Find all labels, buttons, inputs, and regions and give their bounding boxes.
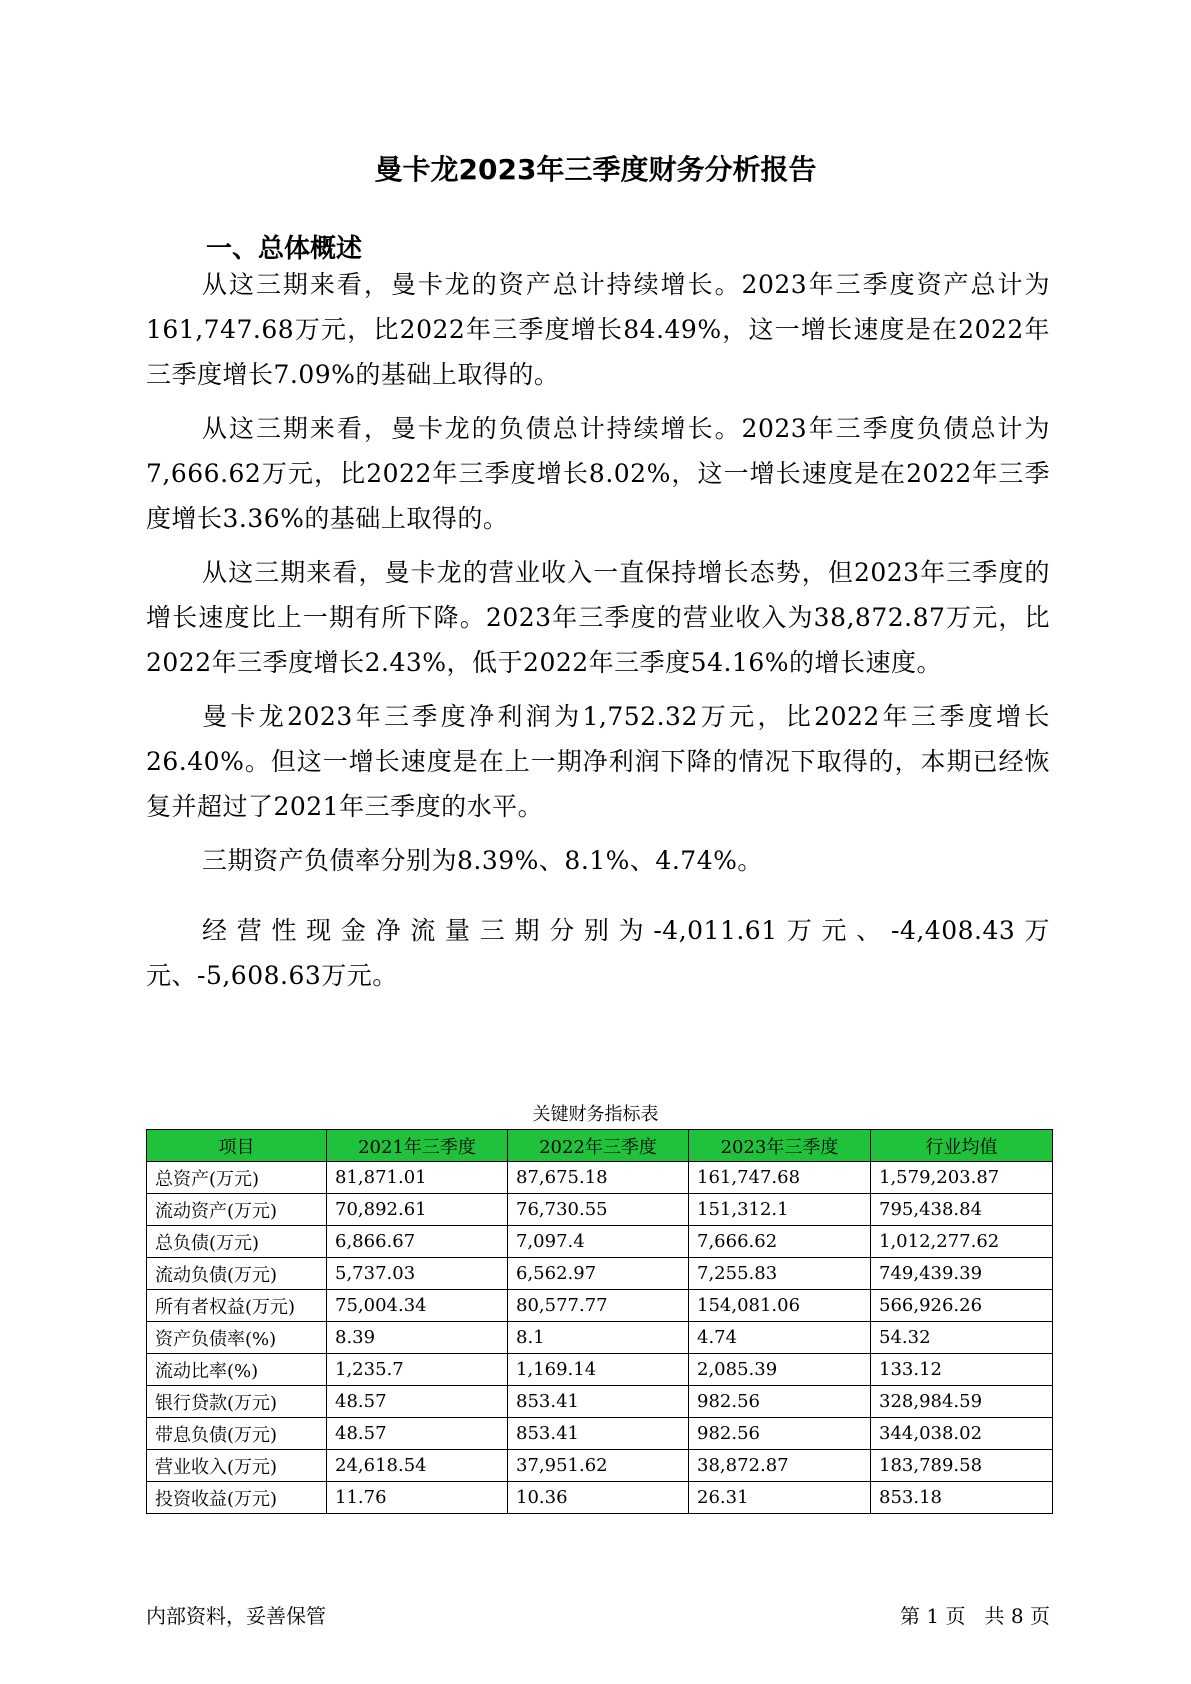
value-cell: 7,666.62 bbox=[689, 1226, 871, 1258]
page-title: 曼卡龙2023年三季度财务分析报告 bbox=[374, 153, 817, 186]
paragraph-liabilities: 从这三期来看，曼卡龙的负债总计持续增长。2023年三季度负债总计为7,666.62万元，比2022年三季度增长8.02%，这一增长速度是在2022年三季度增长3.36%的基础上取得的。 bbox=[146, 414, 1050, 533]
paragraph-assets: 从这三期来看，曼卡龙的资产总计持续增长。2023年三季度资产总计为161,747.68万元，比2022年三季度增长84.49%，这一增长速度是在2022年三季度增长7.09%的基础上取得的。 bbox=[146, 270, 1050, 389]
table-row bbox=[147, 1290, 1053, 1322]
value-cell: 7,255.83 bbox=[689, 1258, 871, 1290]
footer-confidential-note: 内部资料，妥善保管 bbox=[146, 1604, 326, 1628]
value-cell: 4.74 bbox=[689, 1322, 871, 1354]
table-header-row bbox=[147, 1130, 1053, 1162]
table-row bbox=[147, 1386, 1053, 1418]
value-cell: 982.56 bbox=[689, 1418, 871, 1450]
row-label-cell: 银行贷款(万元) bbox=[147, 1386, 327, 1418]
row-label-cell: 所有者权益(万元) bbox=[147, 1290, 327, 1322]
column-header: 2022年三季度 bbox=[508, 1130, 689, 1162]
row-label-cell: 带息负债(万元) bbox=[147, 1418, 327, 1450]
value-cell: 54.32 bbox=[871, 1322, 1053, 1354]
value-cell: 8.1 bbox=[508, 1322, 689, 1354]
value-cell: 8.39 bbox=[327, 1322, 508, 1354]
value-cell: 6,866.67 bbox=[327, 1226, 508, 1258]
column-header: 2021年三季度 bbox=[327, 1130, 508, 1162]
paragraph-debt-ratio: 三期资产负债率分别为8.39%、8.1%、4.74%。 bbox=[202, 846, 763, 875]
value-cell: 2,085.39 bbox=[689, 1354, 871, 1386]
value-cell: 151,312.1 bbox=[689, 1194, 871, 1226]
value-cell: 344,038.02 bbox=[871, 1418, 1053, 1450]
value-cell: 749,439.39 bbox=[871, 1258, 1053, 1290]
row-label-cell: 流动负债(万元) bbox=[147, 1258, 327, 1290]
value-cell: 853.41 bbox=[508, 1386, 689, 1418]
value-cell: 795,438.84 bbox=[871, 1194, 1053, 1226]
value-cell: 328,984.59 bbox=[871, 1386, 1053, 1418]
table-row bbox=[147, 1194, 1053, 1226]
row-label-cell: 流动资产(万元) bbox=[147, 1194, 327, 1226]
value-cell: 1,169.14 bbox=[508, 1354, 689, 1386]
value-cell: 87,675.18 bbox=[508, 1162, 689, 1194]
value-cell: 1,012,277.62 bbox=[871, 1226, 1053, 1258]
value-cell: 133.12 bbox=[871, 1354, 1053, 1386]
value-cell: 982.56 bbox=[689, 1386, 871, 1418]
value-cell: 24,618.54 bbox=[327, 1450, 508, 1482]
value-cell: 566,926.26 bbox=[871, 1290, 1053, 1322]
value-cell: 48.57 bbox=[327, 1418, 508, 1450]
value-cell: 853.41 bbox=[508, 1418, 689, 1450]
footer-page-number: 第 1 页 共 8 页 bbox=[900, 1604, 1050, 1628]
row-label-cell: 营业收入(万元) bbox=[147, 1450, 327, 1482]
value-cell: 10.36 bbox=[508, 1482, 689, 1514]
value-cell: 853.18 bbox=[871, 1482, 1053, 1514]
paragraph-net-profit: 曼卡龙2023年三季度净利润为1,752.32万元，比2022年三季度增长26.40%。但这一增长速度是在上一期净利润下降的情况下取得的，本期已经恢复并超过了2021年三季度的水平。 bbox=[146, 702, 1050, 821]
column-header: 行业均值 bbox=[871, 1130, 1053, 1162]
financial-metrics-table bbox=[146, 1129, 1053, 1514]
paragraph-cash-flow: 经营性现金净流量三期分别为-4,011.61万元、-4,408.43万元、-5,608.63万元。 bbox=[146, 916, 1050, 990]
value-cell: 6,562.97 bbox=[508, 1258, 689, 1290]
paragraph-revenue: 从这三期来看，曼卡龙的营业收入一直保持增长态势，但2023年三季度的增长速度比上一期有所下降。2023年三季度的营业收入为38,872.87万元，比2022年三季度增长2.43%，低于2022年三季度54.16%的增长速度。 bbox=[146, 558, 1050, 677]
row-label-cell: 资产负债率(%) bbox=[147, 1322, 327, 1354]
value-cell: 75,004.34 bbox=[327, 1290, 508, 1322]
value-cell: 7,097.4 bbox=[508, 1226, 689, 1258]
row-label-cell: 流动比率(%) bbox=[147, 1354, 327, 1386]
row-label-cell: 总负债(万元) bbox=[147, 1226, 327, 1258]
table-caption: 关键财务指标表 bbox=[532, 1104, 659, 1125]
section-heading: 一、总体概述 bbox=[206, 234, 363, 264]
table-row bbox=[147, 1482, 1053, 1514]
table-row bbox=[147, 1258, 1053, 1290]
table-row bbox=[147, 1418, 1053, 1450]
value-cell: 80,577.77 bbox=[508, 1290, 689, 1322]
value-cell: 154,081.06 bbox=[689, 1290, 871, 1322]
value-cell: 1,235.7 bbox=[327, 1354, 508, 1386]
table-row bbox=[147, 1450, 1053, 1482]
table-row bbox=[147, 1322, 1053, 1354]
table-row bbox=[147, 1226, 1053, 1258]
value-cell: 183,789.58 bbox=[871, 1450, 1053, 1482]
value-cell: 1,579,203.87 bbox=[871, 1162, 1053, 1194]
value-cell: 161,747.68 bbox=[689, 1162, 871, 1194]
table-row bbox=[147, 1354, 1053, 1386]
table-row bbox=[147, 1162, 1053, 1194]
value-cell: 81,871.01 bbox=[327, 1162, 508, 1194]
value-cell: 70,892.61 bbox=[327, 1194, 508, 1226]
value-cell: 48.57 bbox=[327, 1386, 508, 1418]
value-cell: 37,951.62 bbox=[508, 1450, 689, 1482]
row-label-cell: 总资产(万元) bbox=[147, 1162, 327, 1194]
value-cell: 38,872.87 bbox=[689, 1450, 871, 1482]
value-cell: 11.76 bbox=[327, 1482, 508, 1514]
column-header: 项目 bbox=[147, 1130, 327, 1162]
value-cell: 26.31 bbox=[689, 1482, 871, 1514]
value-cell: 76,730.55 bbox=[508, 1194, 689, 1226]
value-cell: 5,737.03 bbox=[327, 1258, 508, 1290]
row-label-cell: 投资收益(万元) bbox=[147, 1482, 327, 1514]
column-header: 2023年三季度 bbox=[689, 1130, 871, 1162]
